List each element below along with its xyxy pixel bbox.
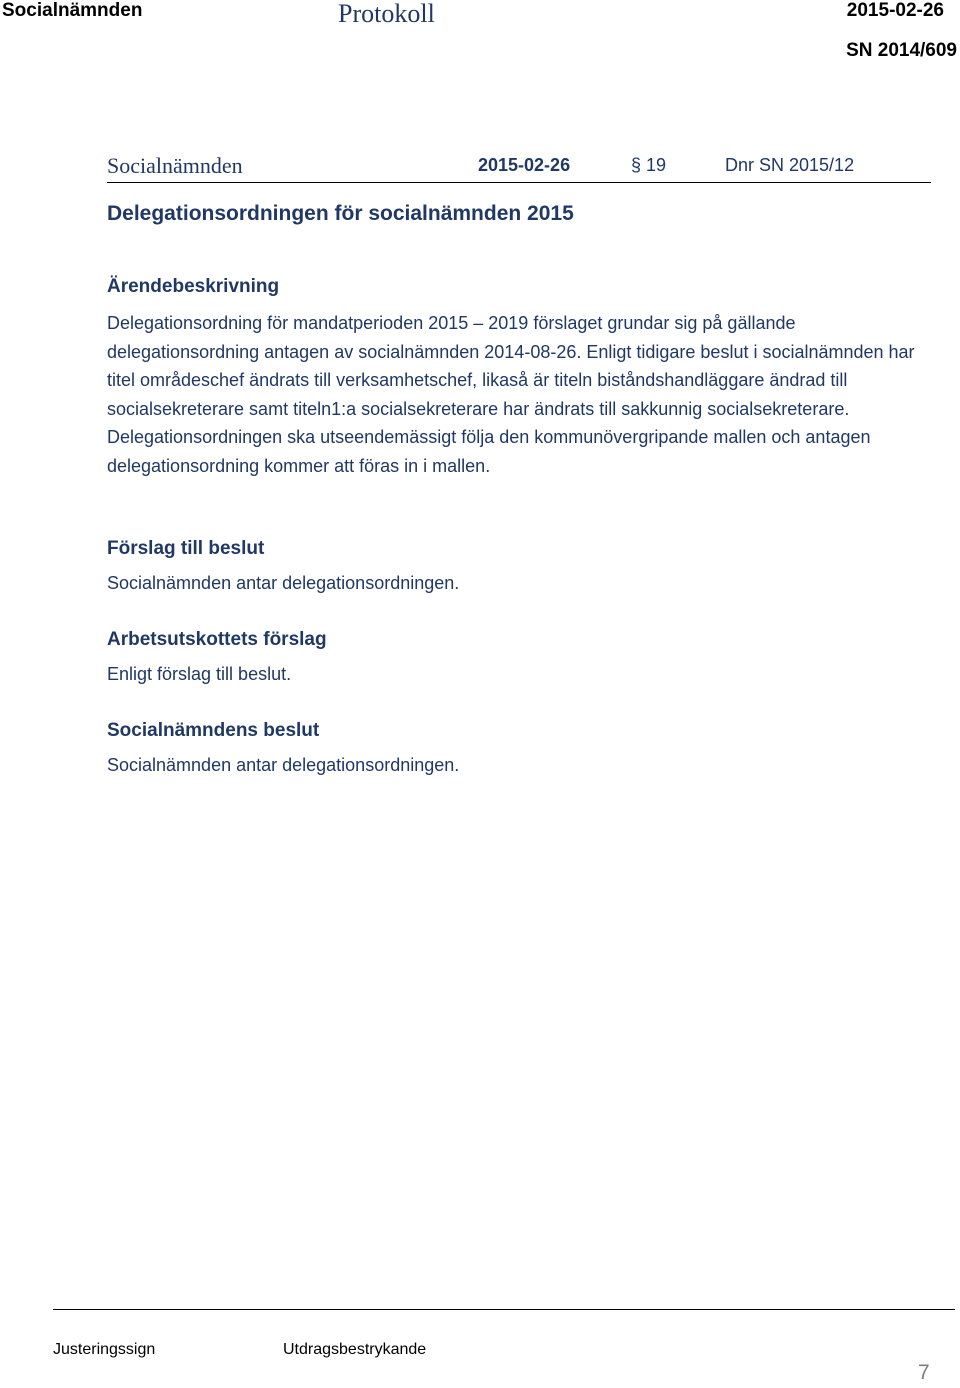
document-title: Delegationsordningen för socialnämnden 2015 xyxy=(107,202,574,225)
header-doc-type: Protokoll xyxy=(338,0,435,28)
header-org: Socialnämnden xyxy=(2,0,143,21)
description-heading: Ärendebeskrivning xyxy=(107,276,280,297)
decision-heading: Socialnämndens beslut xyxy=(107,720,320,741)
header-reference: SN 2014/609 xyxy=(846,40,957,61)
section-date: 2015-02-26 xyxy=(478,155,571,175)
footer-sign-label: Justeringssign xyxy=(53,1341,156,1358)
page-number: 7 xyxy=(918,1361,930,1384)
header-date: 2015-02-26 xyxy=(846,0,944,21)
section-paragraph-number: § 19 xyxy=(631,155,667,175)
proposal-heading: Förslag till beslut xyxy=(107,538,265,559)
footer-rule xyxy=(53,1309,955,1310)
decision-text: Socialnämnden antar delegationsordningen. xyxy=(107,755,460,775)
committee-heading: Arbetsutskottets förslag xyxy=(107,629,327,650)
section-dnr: Dnr SN 2015/12 xyxy=(725,155,855,175)
section-body-name: Socialnämnden xyxy=(107,153,243,178)
committee-text: Enligt förslag till beslut. xyxy=(107,664,292,684)
footer-extract-label: Utdragsbestrykande xyxy=(283,1341,427,1358)
proposal-text: Socialnämnden antar delegationsordningen. xyxy=(107,573,460,593)
description-text: Delegationsordning för mandatperioden 2015 – 2019 förslaget grundar sig på gällande delegationsordning antagen av socialnämnden 2014-08-26. Enligt tidigare beslut i socialnämnden har titel områdeschef ändrats till verksamhetschef, likaså är titeln biståndshandläggare ändrad till socialsekreterare samt titeln1:a socialsekreterare har ändrats till sakkunnig socialsekreterare. Delegationsordningen ska utseendemässigt följa den kommunövergripande mallen och antagen delegationsordning kommer att föras in i mallen. xyxy=(107,313,915,476)
